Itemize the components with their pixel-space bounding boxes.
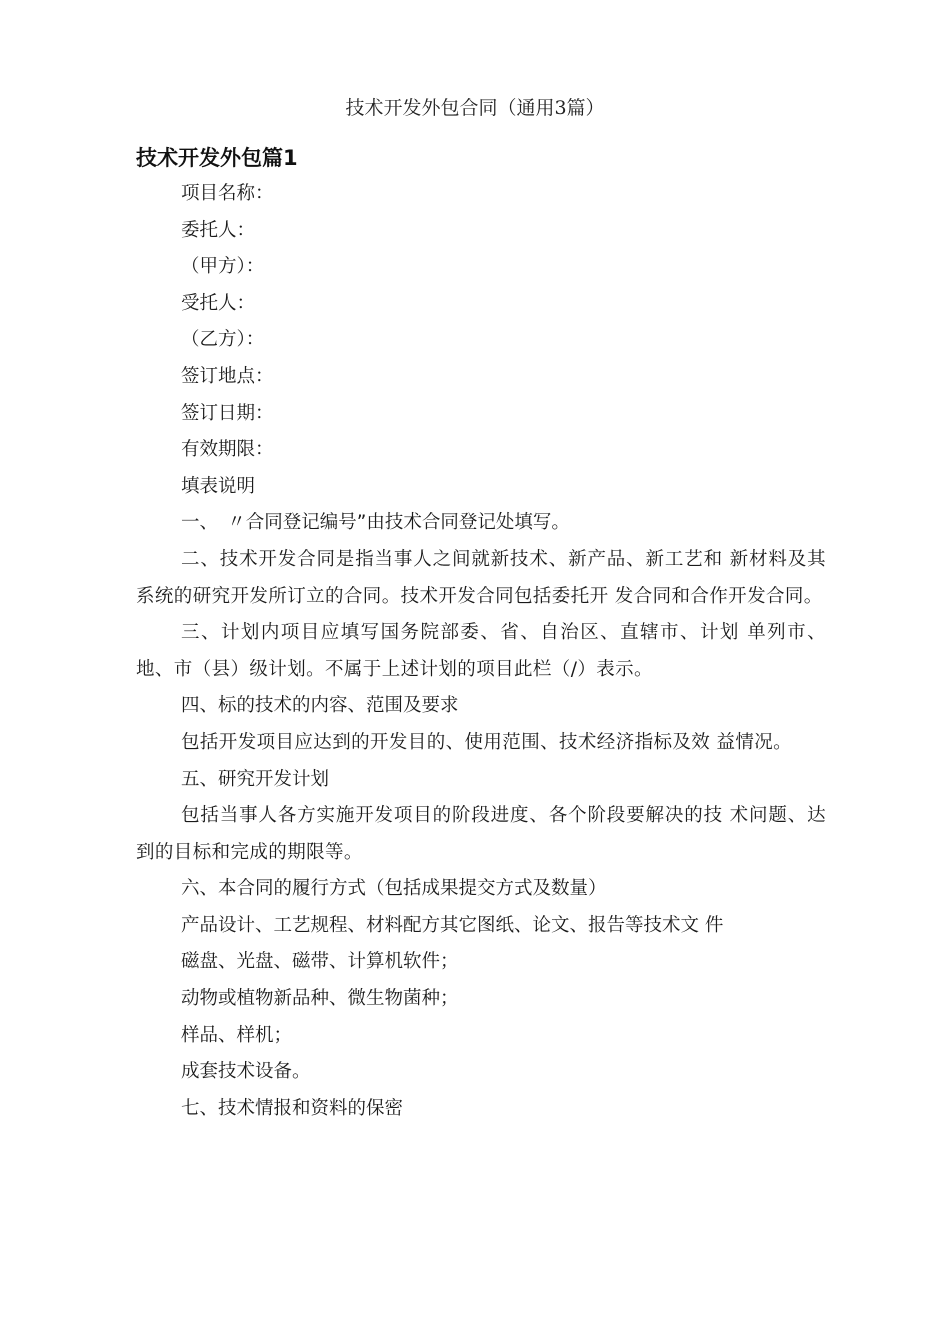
document-body bbox=[136, 176, 826, 1127]
section-heading: 技术开发外包篇1 bbox=[136, 146, 298, 170]
field-client: 委托人： bbox=[181, 219, 256, 241]
delivery-item: 磁盘、光盘、磁带、计算机软件； bbox=[181, 951, 459, 973]
instructions-title: 填表说明 bbox=[181, 475, 256, 497]
field-contractor: 受托人： bbox=[181, 292, 256, 314]
instruction-item-4-body: 包括开发项目应达到的开发目的、使用范围、技术经济指标及效 益情况。 bbox=[181, 731, 793, 753]
instruction-item-4-title: 四、标的技术的内容、范围及要求 bbox=[181, 695, 459, 717]
delivery-item: 动物或植物新品种、微生物菌种； bbox=[181, 988, 459, 1010]
delivery-item: 成套技术设备。 bbox=[181, 1061, 311, 1083]
field-sign-place: 签订地点： bbox=[181, 365, 274, 387]
field-party-b: （乙方）： bbox=[181, 329, 265, 351]
delivery-item: 产品设计、工艺规程、材料配方其它图纸、论文、报告等技术文 件 bbox=[181, 914, 724, 936]
field-validity: 有效期限： bbox=[181, 439, 274, 461]
instruction-item-1: 一、 〃合同登记编号”由技术合同登记处填写。 bbox=[181, 512, 570, 534]
field-party-a: （甲方）： bbox=[181, 256, 265, 278]
delivery-item: 样品、样机； bbox=[181, 1024, 293, 1046]
instruction-item-5-body: 包括当事人各方实施开发项目的阶段进度、各个阶段要解决的技 术问题、达到的目标和完成的期限等。 bbox=[136, 805, 826, 863]
instruction-item-6-title: 六、本合同的履行方式（包括成果提交方式及数量） bbox=[181, 878, 607, 900]
field-project-name: 项目名称： bbox=[181, 183, 274, 204]
field-sign-date: 签订日期： bbox=[181, 402, 274, 424]
instruction-item-5-title: 五、研究开发计划 bbox=[181, 768, 330, 790]
instruction-item-2: 二、技术开发合同是指当事人之间就新技术、新产品、新工艺和 新材料及其系统的研究开发所订立的合同。技术开发合同包括委托开 发合同和合作开发合同。 bbox=[136, 548, 826, 607]
document-title: 技术开发外包合同（通用3篇） bbox=[345, 97, 605, 119]
instruction-item-7-title: 七、技术情报和资料的保密 bbox=[181, 1097, 404, 1119]
instruction-item-3: 三、计划内项目应填写国务院部委、省、自治区、直辖市、计划 单列市、地、市（县）级计划。不属于上述计划的项目此栏（/）表示。 bbox=[136, 622, 826, 680]
